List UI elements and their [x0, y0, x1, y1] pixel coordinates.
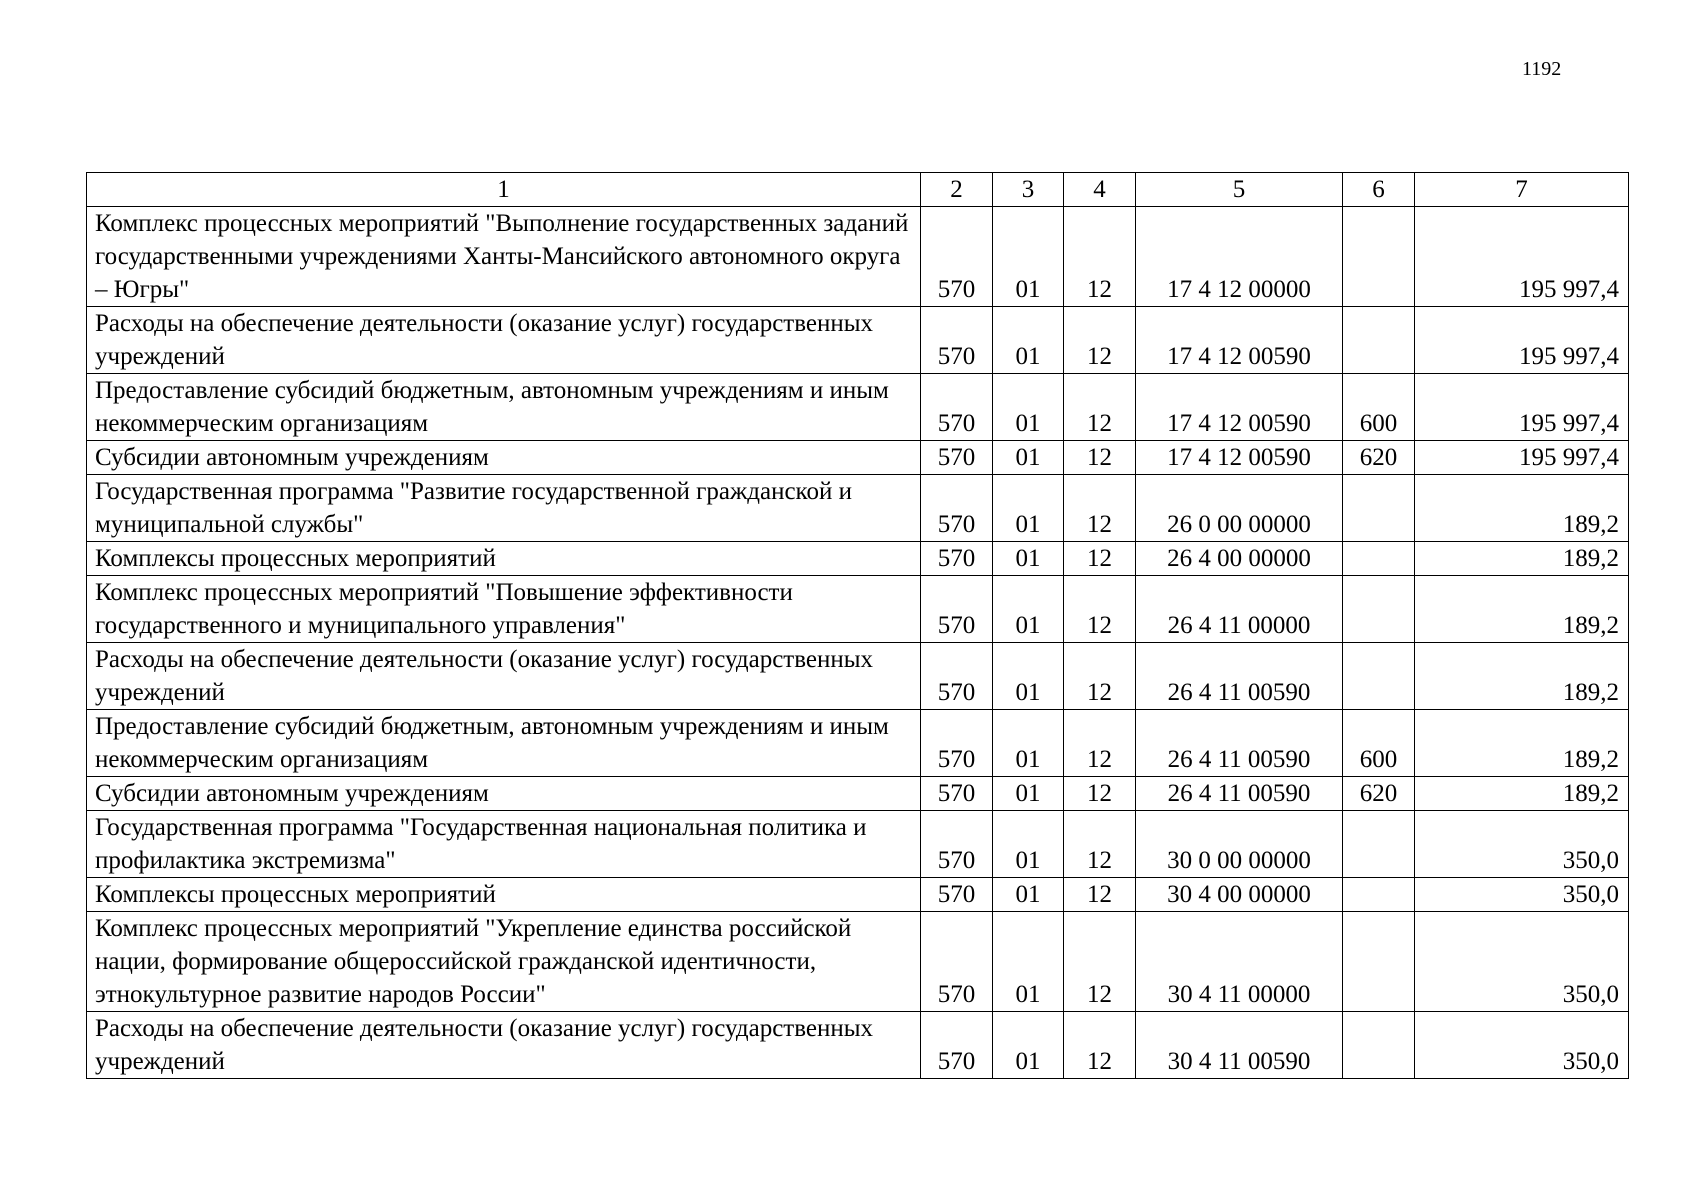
amount-cell: 350,0	[1415, 878, 1629, 912]
target-article-cell: 30 4 11 00590	[1136, 1012, 1343, 1079]
expense-type-cell: 620	[1343, 441, 1415, 475]
target-article-cell: 17 4 12 00590	[1136, 374, 1343, 441]
subsection-code-cell: 12	[1064, 207, 1136, 307]
expense-type-cell	[1343, 475, 1415, 542]
table-row	[87, 777, 1629, 811]
subsection-code-cell: 12	[1064, 576, 1136, 643]
expense-type-cell	[1343, 643, 1415, 710]
column-header: 6	[1343, 173, 1415, 207]
section-code-cell: 01	[993, 878, 1064, 912]
table-row	[87, 542, 1629, 576]
column-header: 1	[87, 173, 921, 207]
section-code-cell: 01	[993, 643, 1064, 710]
target-article-cell: 26 4 11 00000	[1136, 576, 1343, 643]
amount-cell: 350,0	[1415, 1012, 1629, 1079]
subsection-code-cell: 12	[1064, 710, 1136, 777]
budget-table	[86, 172, 1629, 1079]
subsection-code-cell: 12	[1064, 441, 1136, 475]
row-name-cell: Расходы на обеспечение деятельности (оказание услуг) государственных учреждений	[87, 307, 921, 374]
amount-cell: 189,2	[1415, 643, 1629, 710]
expense-type-cell	[1343, 576, 1415, 643]
section-code-cell: 01	[993, 441, 1064, 475]
amount-cell: 189,2	[1415, 710, 1629, 777]
table-row	[87, 1012, 1629, 1079]
expense-type-cell	[1343, 307, 1415, 374]
amount-cell: 189,2	[1415, 475, 1629, 542]
subsection-code-cell: 12	[1064, 878, 1136, 912]
admin-code-cell: 570	[921, 475, 993, 542]
target-article-cell: 30 4 11 00000	[1136, 912, 1343, 1012]
table-row	[87, 643, 1629, 710]
section-code-cell: 01	[993, 777, 1064, 811]
table-row	[87, 475, 1629, 542]
section-code-cell: 01	[993, 207, 1064, 307]
table-row	[87, 878, 1629, 912]
admin-code-cell: 570	[921, 542, 993, 576]
column-header: 4	[1064, 173, 1136, 207]
admin-code-cell: 570	[921, 912, 993, 1012]
section-code-cell: 01	[993, 811, 1064, 878]
expense-type-cell: 600	[1343, 710, 1415, 777]
amount-cell: 350,0	[1415, 912, 1629, 1012]
target-article-cell: 17 4 12 00590	[1136, 441, 1343, 475]
expense-type-cell	[1343, 811, 1415, 878]
admin-code-cell: 570	[921, 777, 993, 811]
admin-code-cell: 570	[921, 576, 993, 643]
section-code-cell: 01	[993, 475, 1064, 542]
table-row	[87, 811, 1629, 878]
section-code-cell: 01	[993, 576, 1064, 643]
subsection-code-cell: 12	[1064, 475, 1136, 542]
section-code-cell: 01	[993, 710, 1064, 777]
admin-code-cell: 570	[921, 811, 993, 878]
table-row	[87, 207, 1629, 307]
subsection-code-cell: 12	[1064, 307, 1136, 374]
amount-cell: 195 997,4	[1415, 374, 1629, 441]
row-name-cell: Расходы на обеспечение деятельности (оказание услуг) государственных учреждений	[87, 643, 921, 710]
amount-cell: 350,0	[1415, 811, 1629, 878]
row-name-cell: Комплекс процессных мероприятий "Повышение эффективности государственного и муниципального управления"	[87, 576, 921, 643]
expense-type-cell	[1343, 207, 1415, 307]
row-name-cell: Государственная программа "Развитие государственной гражданской и муниципальной службы"	[87, 475, 921, 542]
row-name-cell: Предоставление субсидий бюджетным, автономным учреждениям и иным некоммерческим организациям	[87, 710, 921, 777]
admin-code-cell: 570	[921, 441, 993, 475]
row-name-cell: Расходы на обеспечение деятельности (оказание услуг) государственных учреждений	[87, 1012, 921, 1079]
row-name-cell: Субсидии автономным учреждениям	[87, 441, 921, 475]
amount-cell: 195 997,4	[1415, 307, 1629, 374]
target-article-cell: 30 4 00 00000	[1136, 878, 1343, 912]
section-code-cell: 01	[993, 912, 1064, 1012]
row-name-cell: Комплекс процессных мероприятий "Укрепление единства российской нации, формирование общероссийской гражданской идентичности, этнокультурное развитие народов России"	[87, 912, 921, 1012]
expense-type-cell: 600	[1343, 374, 1415, 441]
target-article-cell: 26 4 11 00590	[1136, 777, 1343, 811]
section-code-cell: 01	[993, 307, 1064, 374]
subsection-code-cell: 12	[1064, 912, 1136, 1012]
table-row	[87, 441, 1629, 475]
target-article-cell: 30 0 00 00000	[1136, 811, 1343, 878]
amount-cell: 189,2	[1415, 777, 1629, 811]
amount-cell: 189,2	[1415, 576, 1629, 643]
admin-code-cell: 570	[921, 307, 993, 374]
column-header: 3	[993, 173, 1064, 207]
subsection-code-cell: 12	[1064, 811, 1136, 878]
column-header: 2	[921, 173, 993, 207]
row-name-cell: Комплекс процессных мероприятий "Выполнение государственных заданий государственными учреждениями Ханты-Мансийского автономного округа – Югры"	[87, 207, 921, 307]
section-code-cell: 01	[993, 542, 1064, 576]
row-name-cell: Предоставление субсидий бюджетным, автономным учреждениям и иным некоммерческим организациям	[87, 374, 921, 441]
section-code-cell: 01	[993, 1012, 1064, 1079]
page-number: 1192	[1522, 58, 1562, 80]
table-row	[87, 307, 1629, 374]
table-header-row	[87, 173, 1629, 207]
admin-code-cell: 570	[921, 710, 993, 777]
row-name-cell: Государственная программа "Государственная национальная политика и профилактика экстремизма"	[87, 811, 921, 878]
target-article-cell: 17 4 12 00590	[1136, 307, 1343, 374]
subsection-code-cell: 12	[1064, 777, 1136, 811]
target-article-cell: 26 0 00 00000	[1136, 475, 1343, 542]
row-name-cell: Комплексы процессных мероприятий	[87, 878, 921, 912]
column-header: 7	[1415, 173, 1629, 207]
amount-cell: 195 997,4	[1415, 441, 1629, 475]
target-article-cell: 17 4 12 00000	[1136, 207, 1343, 307]
table-row	[87, 374, 1629, 441]
target-article-cell: 26 4 11 00590	[1136, 643, 1343, 710]
target-article-cell: 26 4 11 00590	[1136, 710, 1343, 777]
subsection-code-cell: 12	[1064, 542, 1136, 576]
table-row	[87, 710, 1629, 777]
expense-type-cell	[1343, 878, 1415, 912]
expense-type-cell: 620	[1343, 777, 1415, 811]
expense-type-cell	[1343, 542, 1415, 576]
row-name-cell: Комплексы процессных мероприятий	[87, 542, 921, 576]
admin-code-cell: 570	[921, 643, 993, 710]
admin-code-cell: 570	[921, 878, 993, 912]
table-row	[87, 912, 1629, 1012]
section-code-cell: 01	[993, 374, 1064, 441]
subsection-code-cell: 12	[1064, 374, 1136, 441]
amount-cell: 189,2	[1415, 542, 1629, 576]
amount-cell: 195 997,4	[1415, 207, 1629, 307]
admin-code-cell: 570	[921, 1012, 993, 1079]
expense-type-cell	[1343, 1012, 1415, 1079]
subsection-code-cell: 12	[1064, 643, 1136, 710]
subsection-code-cell: 12	[1064, 1012, 1136, 1079]
expense-type-cell	[1343, 912, 1415, 1012]
table-row	[87, 576, 1629, 643]
admin-code-cell: 570	[921, 207, 993, 307]
row-name-cell: Субсидии автономным учреждениям	[87, 777, 921, 811]
target-article-cell: 26 4 00 00000	[1136, 542, 1343, 576]
column-header: 5	[1136, 173, 1343, 207]
admin-code-cell: 570	[921, 374, 993, 441]
